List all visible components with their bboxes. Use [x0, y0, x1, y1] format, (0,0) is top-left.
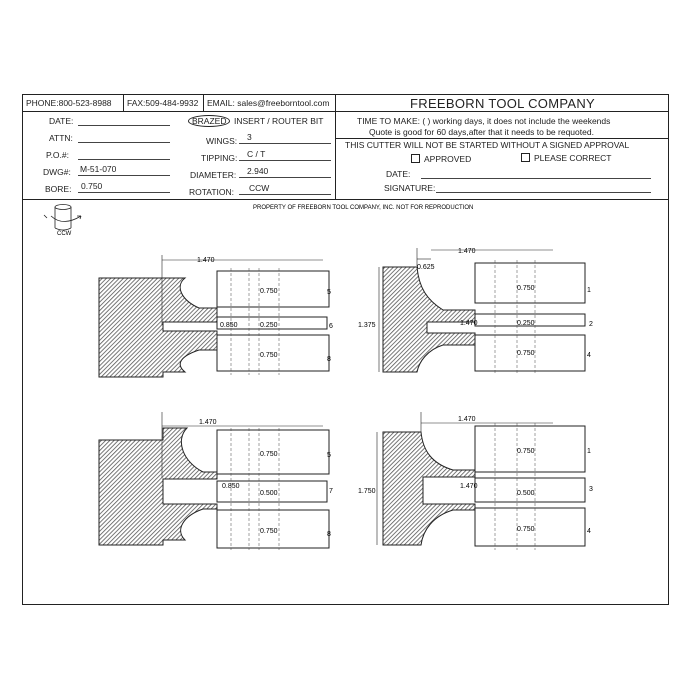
tr-width-label: 1.470: [458, 248, 476, 255]
po-label: P.O.#:: [46, 150, 69, 160]
phone-text: PHONE:800-523-8988: [23, 95, 124, 112]
brazed-option[interactable]: BRAZED: [188, 115, 230, 127]
bl-middle-left-dim: 0.850: [222, 483, 240, 490]
time-to-make-text: TIME TO MAKE: ( ) working days, it does not include the weekends: [357, 116, 611, 126]
tl-middle-left-dim: 0.850: [220, 322, 238, 329]
tl-num-upper: 5: [327, 289, 331, 296]
insert-router-text: INSERT / ROUTER BIT: [234, 116, 324, 126]
tl-num-middle: 6: [329, 323, 333, 330]
please-correct-option[interactable]: [521, 153, 611, 163]
rotation-ccw-icon: [44, 205, 81, 238]
br-upper-dim: 0.750: [517, 448, 535, 455]
po-field[interactable]: [78, 159, 170, 160]
diameter-value: 2.940: [247, 166, 269, 176]
tipping-label: TIPPING:: [201, 153, 238, 163]
tr-middle-dim: 0.250: [517, 320, 535, 327]
signature-field[interactable]: [436, 192, 651, 193]
date-label: DATE:: [49, 116, 74, 126]
rotation-icon-label: CCW: [57, 231, 72, 237]
bl-width-label: 1.470: [199, 419, 217, 426]
diameter-label: DIAMETER:: [190, 170, 237, 180]
bl-middle-dim: 0.500: [260, 490, 278, 497]
quote-note: Quote is good for 60 days,after that it needs to be requoted.: [369, 127, 594, 137]
tr-num-middle: 2: [589, 321, 593, 328]
wings-field[interactable]: [239, 143, 331, 144]
dwg-field[interactable]: [78, 175, 170, 176]
tl-middle-dim: 0.250: [260, 322, 278, 329]
cutter-drawing: [23, 200, 668, 604]
wings-label: WINGS:: [206, 136, 238, 146]
approval-warning: THIS CUTTER WILL NOT BE STARTED WITHOUT A SIGNED APPROVAL: [345, 140, 630, 150]
approval-date-label: DATE:: [386, 169, 411, 179]
tr-num-lower: 4: [587, 352, 591, 359]
tr-middle-left-dim: 1.470: [460, 320, 478, 327]
order-details: [23, 112, 336, 200]
wings-value: 3: [247, 132, 252, 142]
profile-top-left: [99, 255, 333, 377]
approved-option[interactable]: [411, 154, 471, 164]
bl-num-lower: 8: [327, 531, 331, 538]
bore-label: BORE:: [45, 184, 72, 194]
order-form-sheet: [22, 94, 669, 605]
please-correct-label: PLEASE CORRECT: [534, 153, 612, 163]
tr-lower-dim: 0.750: [517, 350, 535, 357]
rotation-value: CCW: [249, 183, 270, 193]
dwg-label: DWG#:: [43, 167, 71, 177]
attn-label: ATTN:: [49, 133, 73, 143]
tr-height-label: 1.375: [358, 322, 376, 329]
br-height-label: 1.750: [358, 488, 376, 495]
br-middle-dim: 0.500: [517, 490, 535, 497]
tr-offset-label: 0.625: [417, 264, 435, 271]
signature-label: SIGNATURE:: [384, 183, 436, 193]
tl-width-label: 1.470: [197, 257, 215, 264]
divider-line: [336, 138, 669, 139]
email-text: EMAIL: sales@freeborntool.com: [204, 95, 336, 112]
company-title: FREEBORN TOOL COMPANY: [410, 96, 595, 111]
fax-text: FAX:509-484-9932: [124, 95, 204, 112]
attn-field[interactable]: [78, 142, 170, 143]
diameter-field[interactable]: [239, 177, 331, 178]
tl-upper-dim: 0.750: [260, 288, 278, 295]
approval-date-field[interactable]: [421, 178, 651, 179]
rotation-field[interactable]: [239, 194, 331, 195]
profile-top-right: [358, 248, 593, 375]
approval-section: [336, 112, 669, 200]
br-lower-dim: 0.750: [517, 526, 535, 533]
dwg-value: M-51-070: [80, 164, 117, 174]
profile-bottom-right: [358, 412, 593, 550]
tr-upper-dim: 0.750: [517, 285, 535, 292]
date-field[interactable]: [78, 125, 170, 126]
bl-num-middle: 7: [329, 488, 333, 495]
bl-upper-dim: 0.750: [260, 451, 278, 458]
bore-value: 0.750: [81, 181, 103, 191]
bl-num-upper: 5: [327, 452, 331, 459]
header-row: [23, 95, 668, 112]
rotation-label: ROTATION:: [189, 187, 235, 197]
br-width-label: 1.470: [458, 416, 476, 423]
tl-lower-dim: 0.750: [260, 352, 278, 359]
profile-bottom-left: [99, 412, 333, 550]
br-num-middle: 3: [589, 486, 593, 493]
br-num-upper: 1: [587, 448, 591, 455]
approved-label: APPROVED: [424, 154, 472, 164]
br-middle-left-dim: 1.470: [460, 483, 478, 490]
tl-num-lower: 8: [327, 356, 331, 363]
tipping-field[interactable]: [239, 160, 331, 161]
tipping-value: C / T: [247, 149, 266, 159]
bore-field[interactable]: [78, 192, 170, 193]
approved-checkbox[interactable]: [411, 154, 420, 163]
property-note: PROPERTY OF FREEBORN TOOL COMPANY, INC. NOT FOR REPRODUCTION: [253, 205, 474, 211]
bl-lower-dim: 0.750: [260, 528, 278, 535]
tr-num-upper: 1: [587, 287, 591, 294]
br-num-lower: 4: [587, 528, 591, 535]
please-correct-checkbox[interactable]: [521, 153, 530, 162]
